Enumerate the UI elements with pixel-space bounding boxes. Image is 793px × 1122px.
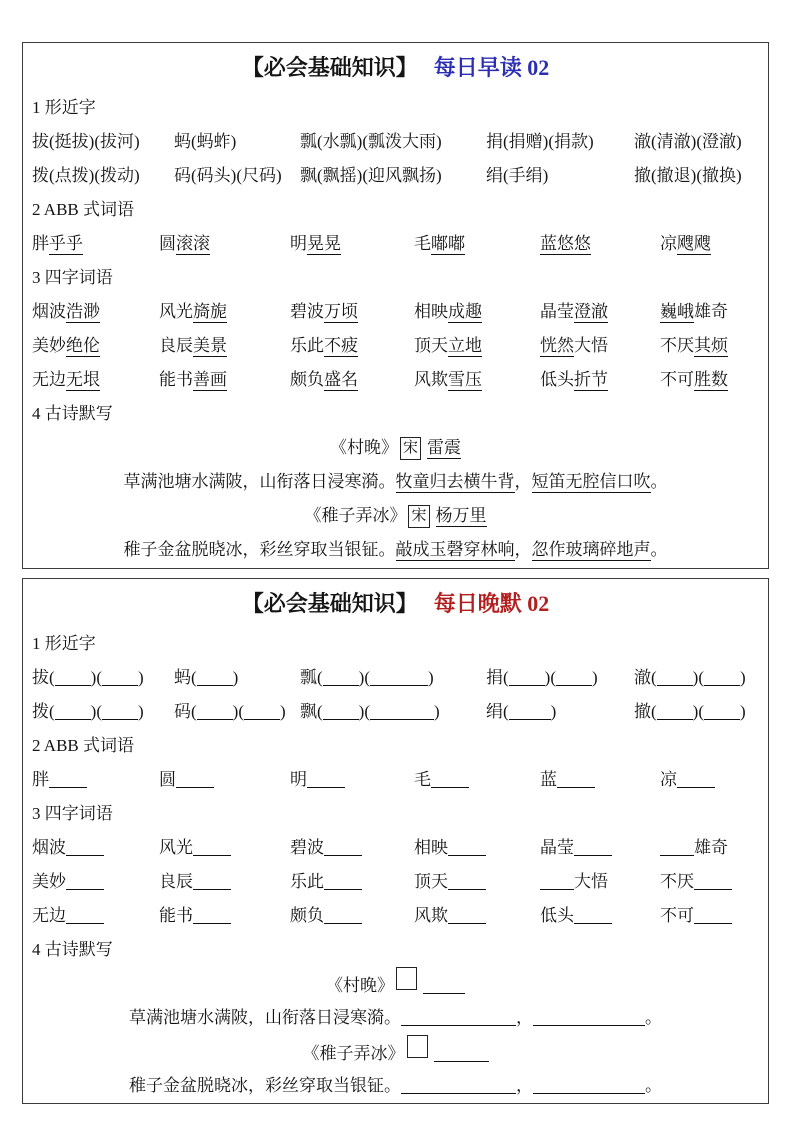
text-run: 烟波 bbox=[32, 838, 66, 857]
text-run: 毛 bbox=[414, 234, 431, 253]
answer-blank bbox=[176, 770, 214, 788]
word-cell bbox=[414, 831, 540, 865]
text-run: 良辰 bbox=[159, 872, 193, 891]
poem-title-line bbox=[32, 967, 759, 1001]
answer-blank bbox=[533, 1076, 645, 1094]
underlined-answer: 牧童归去横牛背 bbox=[395, 472, 515, 491]
text-run: 拔(挺拔)(拔河) bbox=[32, 132, 140, 151]
text-run: 。 bbox=[650, 540, 668, 559]
poem-text bbox=[129, 1076, 662, 1095]
underlined-answer: 其烦 bbox=[694, 336, 728, 355]
word-cell bbox=[634, 125, 759, 159]
morning-reading-sheet bbox=[22, 42, 769, 569]
word-cell bbox=[540, 363, 660, 397]
word-cell bbox=[174, 695, 300, 729]
answer-blank bbox=[324, 906, 362, 924]
answer-blank bbox=[197, 668, 233, 686]
answer-blank bbox=[448, 906, 486, 924]
text-run: 码(码头)(尺码) bbox=[174, 166, 282, 185]
four-char-words-row bbox=[32, 831, 759, 865]
text-run: 撤(撤退)(撤换) bbox=[634, 166, 742, 185]
answer-blank bbox=[533, 1008, 645, 1026]
underlined-answer: 无垠 bbox=[66, 370, 100, 389]
underlined-answer: 敲成玉磬穿林响 bbox=[395, 540, 515, 559]
answer-blank bbox=[193, 872, 231, 890]
text-run: ) bbox=[592, 668, 598, 687]
underlined-answer: 旖旎 bbox=[193, 302, 227, 321]
word-cell bbox=[159, 865, 290, 899]
word-cell bbox=[414, 227, 540, 261]
underlined-answer: 成趣 bbox=[448, 302, 482, 321]
word-cell bbox=[540, 831, 660, 865]
word-cell bbox=[32, 227, 159, 261]
answer-blank bbox=[660, 838, 694, 856]
word-cell bbox=[540, 295, 660, 329]
answer-blank bbox=[657, 668, 693, 686]
text-run: ) bbox=[280, 702, 286, 721]
text-run: 蓝 bbox=[540, 770, 557, 789]
text-run: 毛 bbox=[414, 770, 431, 789]
poem-text bbox=[124, 540, 668, 561]
text-run: 顶天 bbox=[414, 336, 448, 355]
word-cell bbox=[660, 227, 759, 261]
four-char-words-row bbox=[32, 329, 759, 363]
word-cell bbox=[414, 329, 540, 363]
text-run: 草满池塘水满陂，山衔落日浸寒漪。 bbox=[123, 472, 396, 491]
section-3-heading: 3 四字词语 bbox=[32, 804, 113, 823]
answer-blank bbox=[574, 906, 612, 924]
section-4-heading: 4 古诗默写 bbox=[32, 940, 113, 959]
text-run: 拨(点拨)(拨动) bbox=[32, 166, 140, 185]
word-cell bbox=[32, 363, 159, 397]
underlined-answer: 滚滚 bbox=[176, 234, 210, 253]
text-run: 稚子金盆脱晓冰，彩丝穿取当银钲。 bbox=[129, 1076, 401, 1095]
poem-title bbox=[326, 976, 465, 995]
text-run: ) bbox=[434, 702, 440, 721]
word-cell bbox=[174, 125, 300, 159]
text-run: 不可 bbox=[660, 906, 694, 925]
answer-blank bbox=[694, 906, 732, 924]
text-run: 《稚子弄冰》 bbox=[302, 1044, 405, 1063]
word-cell bbox=[414, 865, 540, 899]
section-2-heading: 2 ABB 式词语 bbox=[32, 736, 135, 755]
word-cell bbox=[290, 363, 414, 397]
text-run: 草满池塘水满陂，山衔落日浸寒漪。 bbox=[129, 1008, 401, 1027]
word-cell bbox=[32, 865, 159, 899]
text-run: ) bbox=[138, 668, 144, 687]
text-run: 。 bbox=[650, 472, 668, 491]
text-run: 凉 bbox=[660, 770, 677, 789]
text-run: )( bbox=[692, 668, 704, 687]
text-run: 烟波 bbox=[32, 302, 66, 321]
text-run: 撤( bbox=[634, 702, 657, 721]
text-run: )( bbox=[90, 702, 102, 721]
poem-title-line bbox=[32, 431, 759, 465]
answer-blank bbox=[370, 668, 428, 686]
text-run: 圆 bbox=[159, 770, 176, 789]
text-run: ) bbox=[550, 702, 557, 721]
word-cell bbox=[32, 159, 174, 193]
text-run: 低头 bbox=[540, 370, 574, 389]
answer-blank bbox=[323, 668, 359, 686]
underlined-answer: 浩渺 bbox=[66, 302, 100, 321]
word-cell bbox=[660, 363, 759, 397]
text-run: 能书 bbox=[159, 370, 193, 389]
answer-blank bbox=[540, 872, 574, 890]
text-run: 颇负 bbox=[290, 906, 324, 925]
word-cell bbox=[660, 831, 759, 865]
text-run: 瓢(水瓢)(瓢泼大雨) bbox=[300, 132, 442, 151]
word-cell bbox=[486, 695, 634, 729]
text-run: 低头 bbox=[540, 906, 574, 925]
word-cell bbox=[660, 329, 759, 363]
similar-words-row bbox=[32, 159, 759, 193]
poem-title-line bbox=[32, 499, 759, 533]
text-run: 无边 bbox=[32, 906, 66, 925]
text-run: 稚子金盆脱晓冰，彩丝穿取当银钲。 bbox=[123, 540, 396, 559]
answer-blank bbox=[102, 668, 138, 686]
text-run: 捐(捐赠)(捐款) bbox=[486, 132, 594, 151]
text-run: 凉 bbox=[660, 234, 677, 253]
poem-text-line bbox=[32, 533, 759, 567]
answer-blank bbox=[694, 872, 732, 890]
word-cell bbox=[290, 227, 414, 261]
text-run: 顶天 bbox=[414, 872, 448, 891]
answer-blank bbox=[431, 770, 469, 788]
word-cell bbox=[174, 159, 300, 193]
word-cell bbox=[634, 661, 759, 695]
answer-blank bbox=[244, 702, 280, 720]
dynasty-box bbox=[407, 1035, 428, 1058]
text-run: 乐此 bbox=[290, 872, 324, 891]
word-cell bbox=[159, 831, 290, 865]
answer-blank bbox=[557, 770, 595, 788]
text-run: 澈( bbox=[634, 668, 657, 687]
answer-blank bbox=[55, 702, 91, 720]
word-cell bbox=[290, 295, 414, 329]
underlined-answer: 胜数 bbox=[694, 370, 728, 389]
word-cell bbox=[660, 865, 759, 899]
text-run: ， bbox=[514, 540, 532, 559]
underlined-answer: 万顷 bbox=[324, 302, 358, 321]
answer-blank bbox=[574, 838, 612, 856]
text-run: 圆 bbox=[159, 234, 176, 253]
text-run: 大悟 bbox=[574, 872, 608, 891]
underlined-answer: 飕飕 bbox=[677, 234, 711, 253]
text-run: 拨( bbox=[32, 702, 55, 721]
answer-blank bbox=[509, 702, 551, 720]
text-run: 风光 bbox=[159, 838, 193, 857]
text-run: 颇负 bbox=[290, 370, 324, 389]
underlined-answer: 恍然 bbox=[540, 336, 574, 355]
text-run: 蚂( bbox=[174, 668, 197, 687]
dynasty-box: 宋 bbox=[400, 437, 421, 460]
word-cell bbox=[486, 159, 634, 193]
abb-words-row bbox=[32, 763, 759, 797]
text-run: ) bbox=[740, 702, 746, 721]
word-cell bbox=[32, 831, 159, 865]
text-run: ， bbox=[516, 1076, 533, 1095]
text-run: )( bbox=[232, 702, 244, 721]
answer-blank bbox=[401, 1076, 516, 1094]
word-cell bbox=[32, 329, 159, 363]
text-run: 雄奇 bbox=[694, 838, 728, 857]
four-char-words-row bbox=[32, 865, 759, 899]
word-cell bbox=[540, 763, 660, 797]
text-run: 碧波 bbox=[290, 838, 324, 857]
title-main: 【必会基础知识】 bbox=[241, 55, 418, 80]
word-cell bbox=[660, 763, 759, 797]
word-cell bbox=[32, 695, 174, 729]
word-cell bbox=[414, 295, 540, 329]
underlined-answer: 雷震 bbox=[427, 438, 461, 457]
word-cell bbox=[634, 159, 759, 193]
word-cell bbox=[290, 763, 414, 797]
text-run: 码( bbox=[174, 702, 197, 721]
answer-blank bbox=[324, 872, 362, 890]
title-accent: 每日早读 02 bbox=[433, 55, 550, 80]
four-char-words-row bbox=[32, 363, 759, 397]
title-main: 【必会基础知识】 bbox=[241, 591, 418, 616]
underlined-answer: 杨万里 bbox=[435, 506, 487, 525]
text-run: 明 bbox=[290, 234, 307, 253]
text-run: 不厌 bbox=[660, 872, 694, 891]
word-cell bbox=[290, 899, 414, 933]
underlined-answer: 立地 bbox=[448, 336, 482, 355]
answer-blank bbox=[448, 838, 486, 856]
answer-blank bbox=[193, 906, 231, 924]
word-cell bbox=[540, 899, 660, 933]
word-cell bbox=[32, 899, 159, 933]
underlined-answer: 澄澈 bbox=[574, 302, 608, 321]
text-run: ) bbox=[740, 668, 746, 687]
text-run: 拔( bbox=[32, 668, 55, 687]
poem-text bbox=[124, 472, 668, 493]
underlined-answer: 盛名 bbox=[324, 370, 358, 389]
word-cell bbox=[540, 329, 660, 363]
text-run: ， bbox=[514, 472, 532, 491]
word-cell bbox=[486, 661, 634, 695]
answer-blank bbox=[49, 770, 87, 788]
text-run: 晶莹 bbox=[540, 838, 574, 857]
word-cell bbox=[159, 899, 290, 933]
section-2-heading: 2 ABB 式词语 bbox=[32, 200, 135, 219]
similar-words-row bbox=[32, 125, 759, 159]
text-run: 无边 bbox=[32, 370, 66, 389]
answer-blank bbox=[448, 872, 486, 890]
word-cell bbox=[414, 763, 540, 797]
poem-text bbox=[129, 1008, 662, 1027]
text-run: 能书 bbox=[159, 906, 193, 925]
section-1-heading: 1 形近字 bbox=[32, 98, 96, 117]
word-cell bbox=[486, 125, 634, 159]
poem-title-line bbox=[32, 1035, 759, 1069]
text-run: 不可 bbox=[660, 370, 694, 389]
word-cell bbox=[159, 763, 290, 797]
text-run: 美妙 bbox=[32, 336, 66, 355]
dynasty-box: 宋 bbox=[408, 505, 429, 528]
word-cell bbox=[300, 695, 486, 729]
word-cell bbox=[414, 363, 540, 397]
word-cell bbox=[414, 899, 540, 933]
text-run: 晶莹 bbox=[540, 302, 574, 321]
answer-blank bbox=[66, 838, 104, 856]
word-cell bbox=[290, 865, 414, 899]
underlined-answer: 折节 bbox=[574, 370, 608, 389]
text-run: 飘(飘摇)(迎风飘扬) bbox=[300, 166, 442, 185]
word-cell bbox=[159, 363, 290, 397]
answer-blank bbox=[423, 976, 465, 994]
word-cell bbox=[660, 295, 759, 329]
poem-title bbox=[303, 1044, 489, 1063]
text-run: 相映 bbox=[414, 302, 448, 321]
word-cell bbox=[290, 831, 414, 865]
answer-blank bbox=[370, 702, 434, 720]
underlined-answer: 善画 bbox=[193, 370, 227, 389]
similar-words-row bbox=[32, 695, 759, 729]
answer-blank bbox=[66, 906, 104, 924]
text-run: )( bbox=[544, 668, 556, 687]
text-run: 。 bbox=[645, 1076, 662, 1095]
text-run: 胖 bbox=[32, 234, 49, 253]
word-cell bbox=[540, 865, 660, 899]
sheet-title bbox=[32, 45, 759, 91]
underlined-answer: 巍峨 bbox=[660, 302, 694, 321]
section-1-heading: 1 形近字 bbox=[32, 634, 96, 653]
answer-blank bbox=[197, 702, 233, 720]
dynasty-box bbox=[396, 967, 417, 990]
answer-blank bbox=[704, 702, 740, 720]
answer-blank bbox=[677, 770, 715, 788]
underlined-answer: 美景 bbox=[193, 336, 227, 355]
word-cell bbox=[174, 661, 300, 695]
text-run: 《村晚》 bbox=[329, 438, 398, 457]
underlined-answer: 雪压 bbox=[448, 370, 482, 389]
word-cell bbox=[159, 295, 290, 329]
word-cell bbox=[660, 899, 759, 933]
word-cell bbox=[159, 329, 290, 363]
answer-blank bbox=[401, 1008, 516, 1026]
underlined-answer: 晃晃 bbox=[307, 234, 341, 253]
word-cell bbox=[300, 661, 486, 695]
text-run: 《稚子弄冰》 bbox=[304, 506, 407, 525]
answer-blank bbox=[556, 668, 592, 686]
text-run: 风欺 bbox=[414, 906, 448, 925]
underlined-answer: 蓝悠悠 bbox=[540, 234, 591, 253]
word-cell bbox=[300, 159, 486, 193]
answer-blank bbox=[66, 872, 104, 890]
poem-text-line bbox=[32, 465, 759, 499]
poem-title bbox=[330, 438, 461, 457]
underlined-answer: 短笛无腔信口吹 bbox=[531, 472, 651, 491]
answer-blank bbox=[55, 668, 91, 686]
underlined-answer: 嘟嘟 bbox=[431, 234, 465, 253]
text-run: 大悟 bbox=[574, 336, 608, 355]
answer-blank bbox=[434, 1044, 489, 1062]
text-run: ) bbox=[232, 668, 239, 687]
answer-blank bbox=[509, 668, 545, 686]
word-cell bbox=[300, 125, 486, 159]
underlined-answer: 绝伦 bbox=[66, 336, 100, 355]
text-run: 良辰 bbox=[159, 336, 193, 355]
text-run: )( bbox=[358, 668, 370, 687]
underlined-answer: 不疲 bbox=[324, 336, 358, 355]
poem-text-line bbox=[32, 1001, 759, 1035]
sheet-title bbox=[32, 581, 759, 627]
section-4-heading: 4 古诗默写 bbox=[32, 404, 113, 423]
answer-blank bbox=[102, 702, 138, 720]
text-run: 美妙 bbox=[32, 872, 66, 891]
answer-blank bbox=[307, 770, 345, 788]
word-cell bbox=[159, 227, 290, 261]
word-cell bbox=[634, 695, 759, 729]
section-3-heading: 3 四字词语 bbox=[32, 268, 113, 287]
answer-blank bbox=[193, 838, 231, 856]
title-accent: 每日晚默 02 bbox=[433, 591, 550, 616]
answer-blank bbox=[657, 702, 693, 720]
poem-text-line bbox=[32, 1069, 759, 1103]
text-run: 雄奇 bbox=[694, 302, 728, 321]
four-char-words-row bbox=[32, 899, 759, 933]
text-run: 乐此 bbox=[290, 336, 324, 355]
text-run: 绢(手绢) bbox=[486, 166, 549, 185]
poem-title bbox=[304, 506, 486, 525]
word-cell bbox=[32, 661, 174, 695]
word-cell bbox=[32, 125, 174, 159]
four-char-words-row bbox=[32, 295, 759, 329]
word-cell bbox=[32, 763, 159, 797]
text-run: 。 bbox=[645, 1008, 662, 1027]
word-cell bbox=[540, 227, 660, 261]
text-run: 《村晚》 bbox=[326, 976, 394, 995]
text-run: 相映 bbox=[414, 838, 448, 857]
text-run: 瓢( bbox=[300, 668, 323, 687]
word-cell bbox=[32, 295, 159, 329]
similar-words-row bbox=[32, 661, 759, 695]
text-run: ) bbox=[138, 702, 144, 721]
text-run: ) bbox=[428, 668, 434, 687]
evening-dictation-sheet bbox=[22, 578, 769, 1104]
text-run: 不厌 bbox=[660, 336, 694, 355]
text-run: 胖 bbox=[32, 770, 49, 789]
text-run: 飘( bbox=[300, 702, 323, 721]
text-run: 风光 bbox=[159, 302, 193, 321]
text-run: )( bbox=[692, 702, 704, 721]
text-run: 明 bbox=[290, 770, 307, 789]
text-run: 绢( bbox=[486, 702, 509, 721]
text-run: )( bbox=[358, 702, 370, 721]
text-run: 蚂(蚂蚱) bbox=[174, 132, 237, 151]
text-run: 澈(清澈)(澄澈) bbox=[634, 132, 742, 151]
abb-words-row bbox=[32, 227, 759, 261]
underlined-answer: 乎乎 bbox=[49, 234, 83, 253]
text-run: )( bbox=[90, 668, 102, 687]
text-run: 碧波 bbox=[290, 302, 324, 321]
text-run: 捐( bbox=[486, 668, 509, 687]
underlined-answer: 忽作玻璃碎地声 bbox=[531, 540, 651, 559]
text-run: ， bbox=[516, 1008, 533, 1027]
word-cell bbox=[290, 329, 414, 363]
answer-blank bbox=[324, 838, 362, 856]
answer-blank bbox=[704, 668, 740, 686]
answer-blank bbox=[323, 702, 359, 720]
text-run: 风欺 bbox=[414, 370, 448, 389]
